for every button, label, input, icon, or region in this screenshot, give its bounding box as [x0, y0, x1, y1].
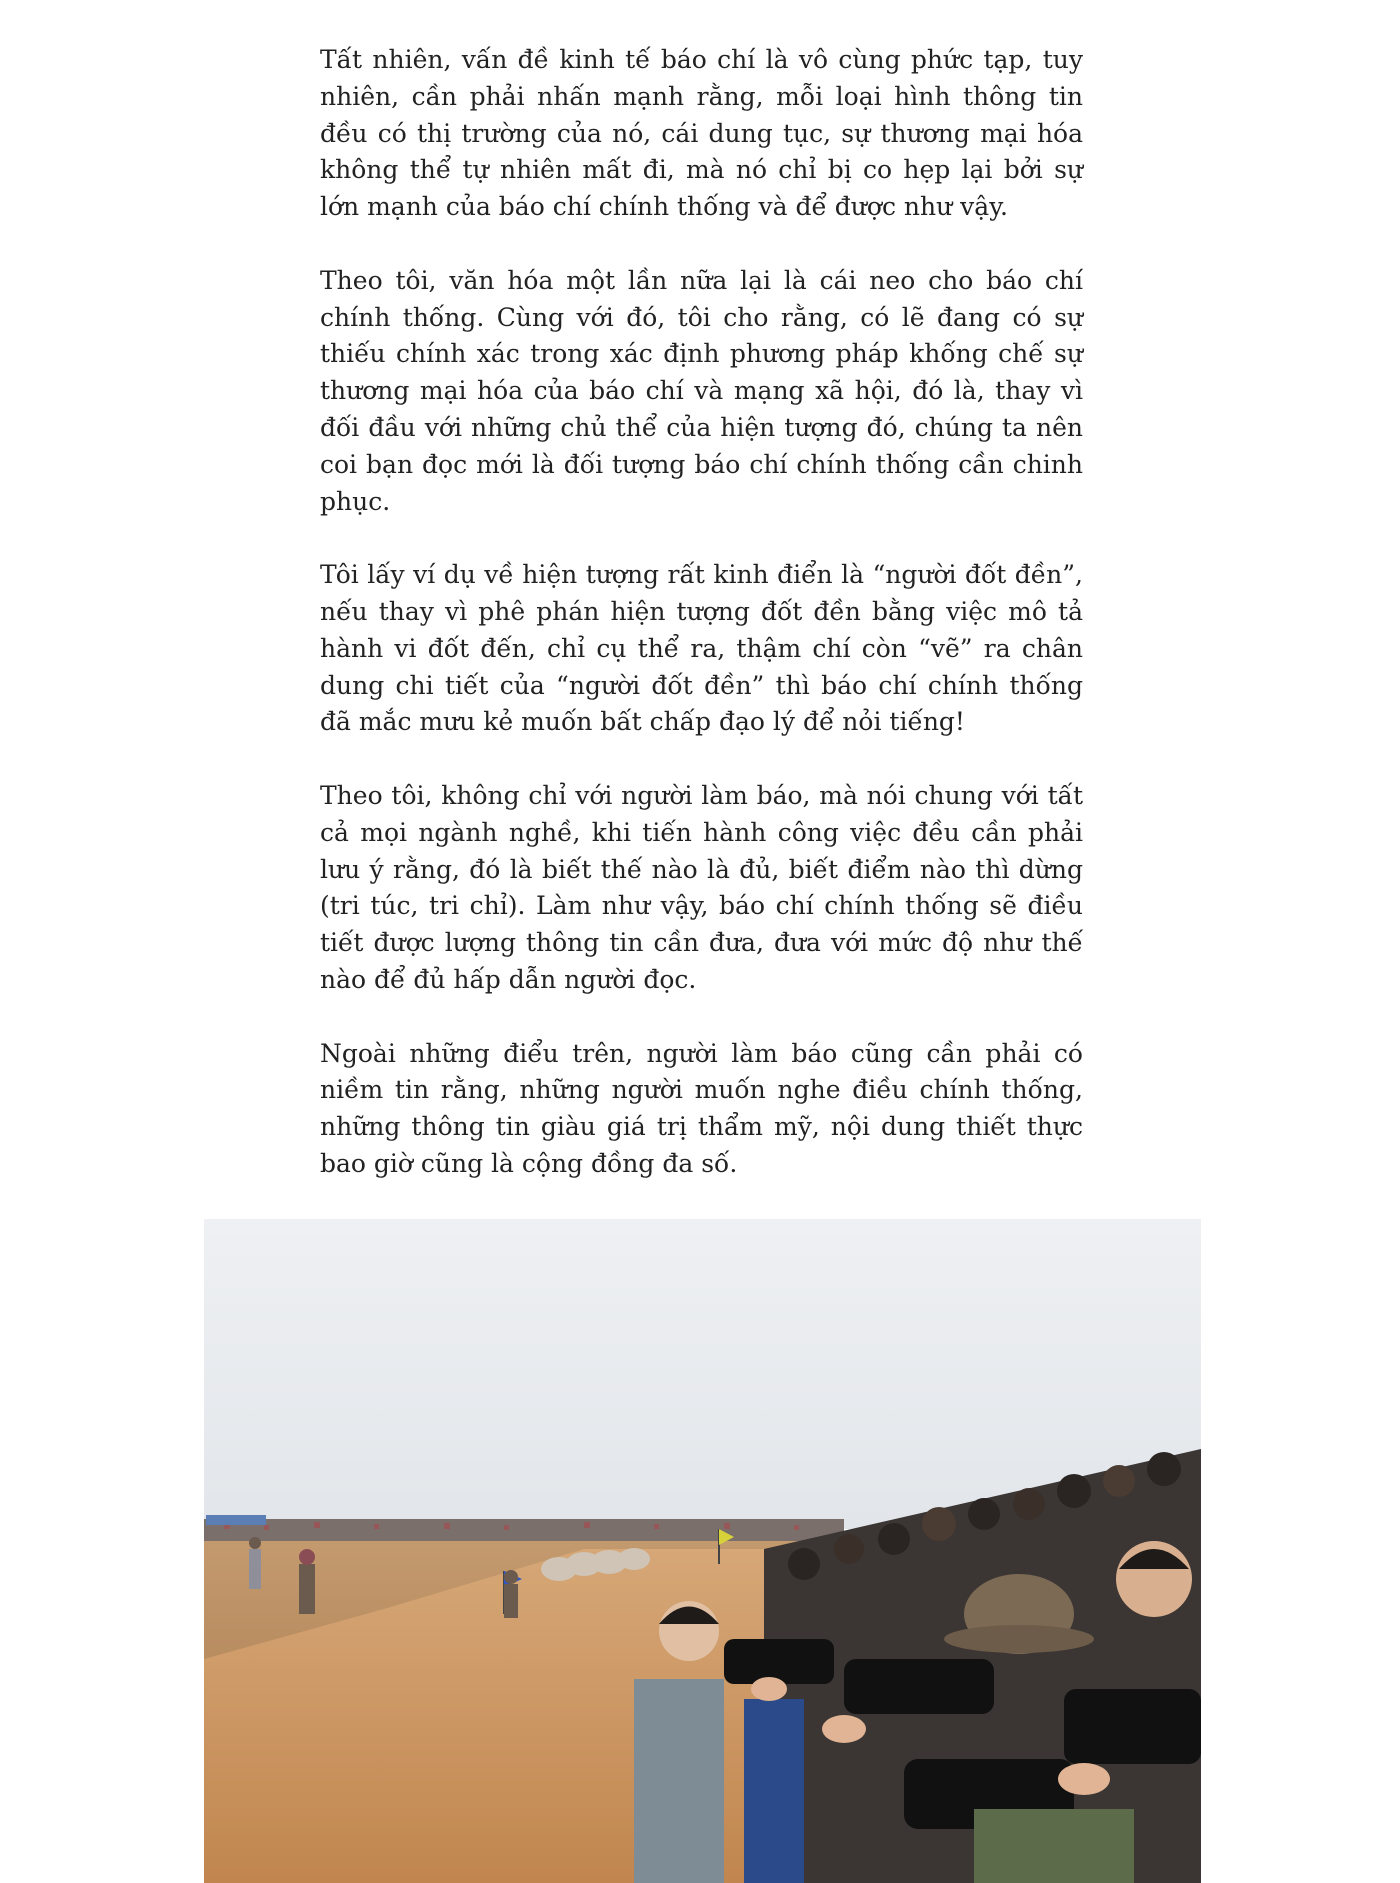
paragraph-4: Theo tôi, không chỉ với người làm báo, mà nói chung với tất cả mọi ngành nghề, khi tiến hành công việc đều cần phải lưu ý rằng, đó là biết thế nào là đủ, biết điểm nào thì dừng (tri túc, tri chỉ). Làm như vậy, báo chí chính thống sẽ điều tiết được lượng thông tin cần đưa, đưa với mức độ như thế nào để đủ hấp dẫn người đọc. — [320, 780, 1083, 994]
festival-photo — [204, 1219, 1201, 1883]
article-body — [320, 42, 1083, 1220]
distant-crowd — [204, 1519, 844, 1541]
photo-illustration — [204, 1219, 1201, 1883]
paragraph-5: Ngoài những điểu trên, người làm báo cũng cần phải có niềm tin rằng, những người muốn nghe điều chính thống, những thông tin giàu giá trị thẩm mỹ, nội dung thiết thực bao giờ cũng là cộng đồng đa số. — [320, 1038, 1083, 1178]
paragraph-1: Tất nhiên, vấn đề kinh tế báo chí là vô cùng phức tạp, tuy nhiên, cần phải nhấn mạnh rằng, mỗi loại hình thông tin đều có thị trường của nó, cái dung tục, sự thương mại hóa không thể tự nhiên mất đi, mà nó chỉ bị co hẹp lại bởi sự lớn mạnh của báo chí chính thống và để được như vậy. — [320, 45, 1083, 222]
sky — [204, 1219, 1201, 1529]
tent — [206, 1515, 266, 1525]
paragraph-3: Tôi lấy ví dụ về hiện tượng rất kinh điển là “người đốt đền”, nếu thay vì phê phán hiện tượng đốt đền bằng việc mô tả hành vi đốt đến, chỉ cụ thể ra, thậm chí còn “vẽ” ra chân dung chi tiết của “người đốt đền” thì báo chí chính thống đã mắc mưu kẻ muốn bất chấp đạo lý để nỏi tiếng! — [320, 560, 1083, 737]
paragraph-2: Theo tôi, văn hóa một lần nữa lại là cái neo cho báo chí chính thống. Cùng với đó, tôi cho rằng, có lẽ đang có sự thiếu chính xác trong xác định phương pháp khống chế sự thương mại hóa của báo chí và mạng xã hội, đó là, thay vì đối đầu với những chủ thể của hiện tượng đó, chúng ta nên coi bạn đọc mới là đối tượng báo chí chính thống cần chinh phục. — [320, 265, 1083, 516]
